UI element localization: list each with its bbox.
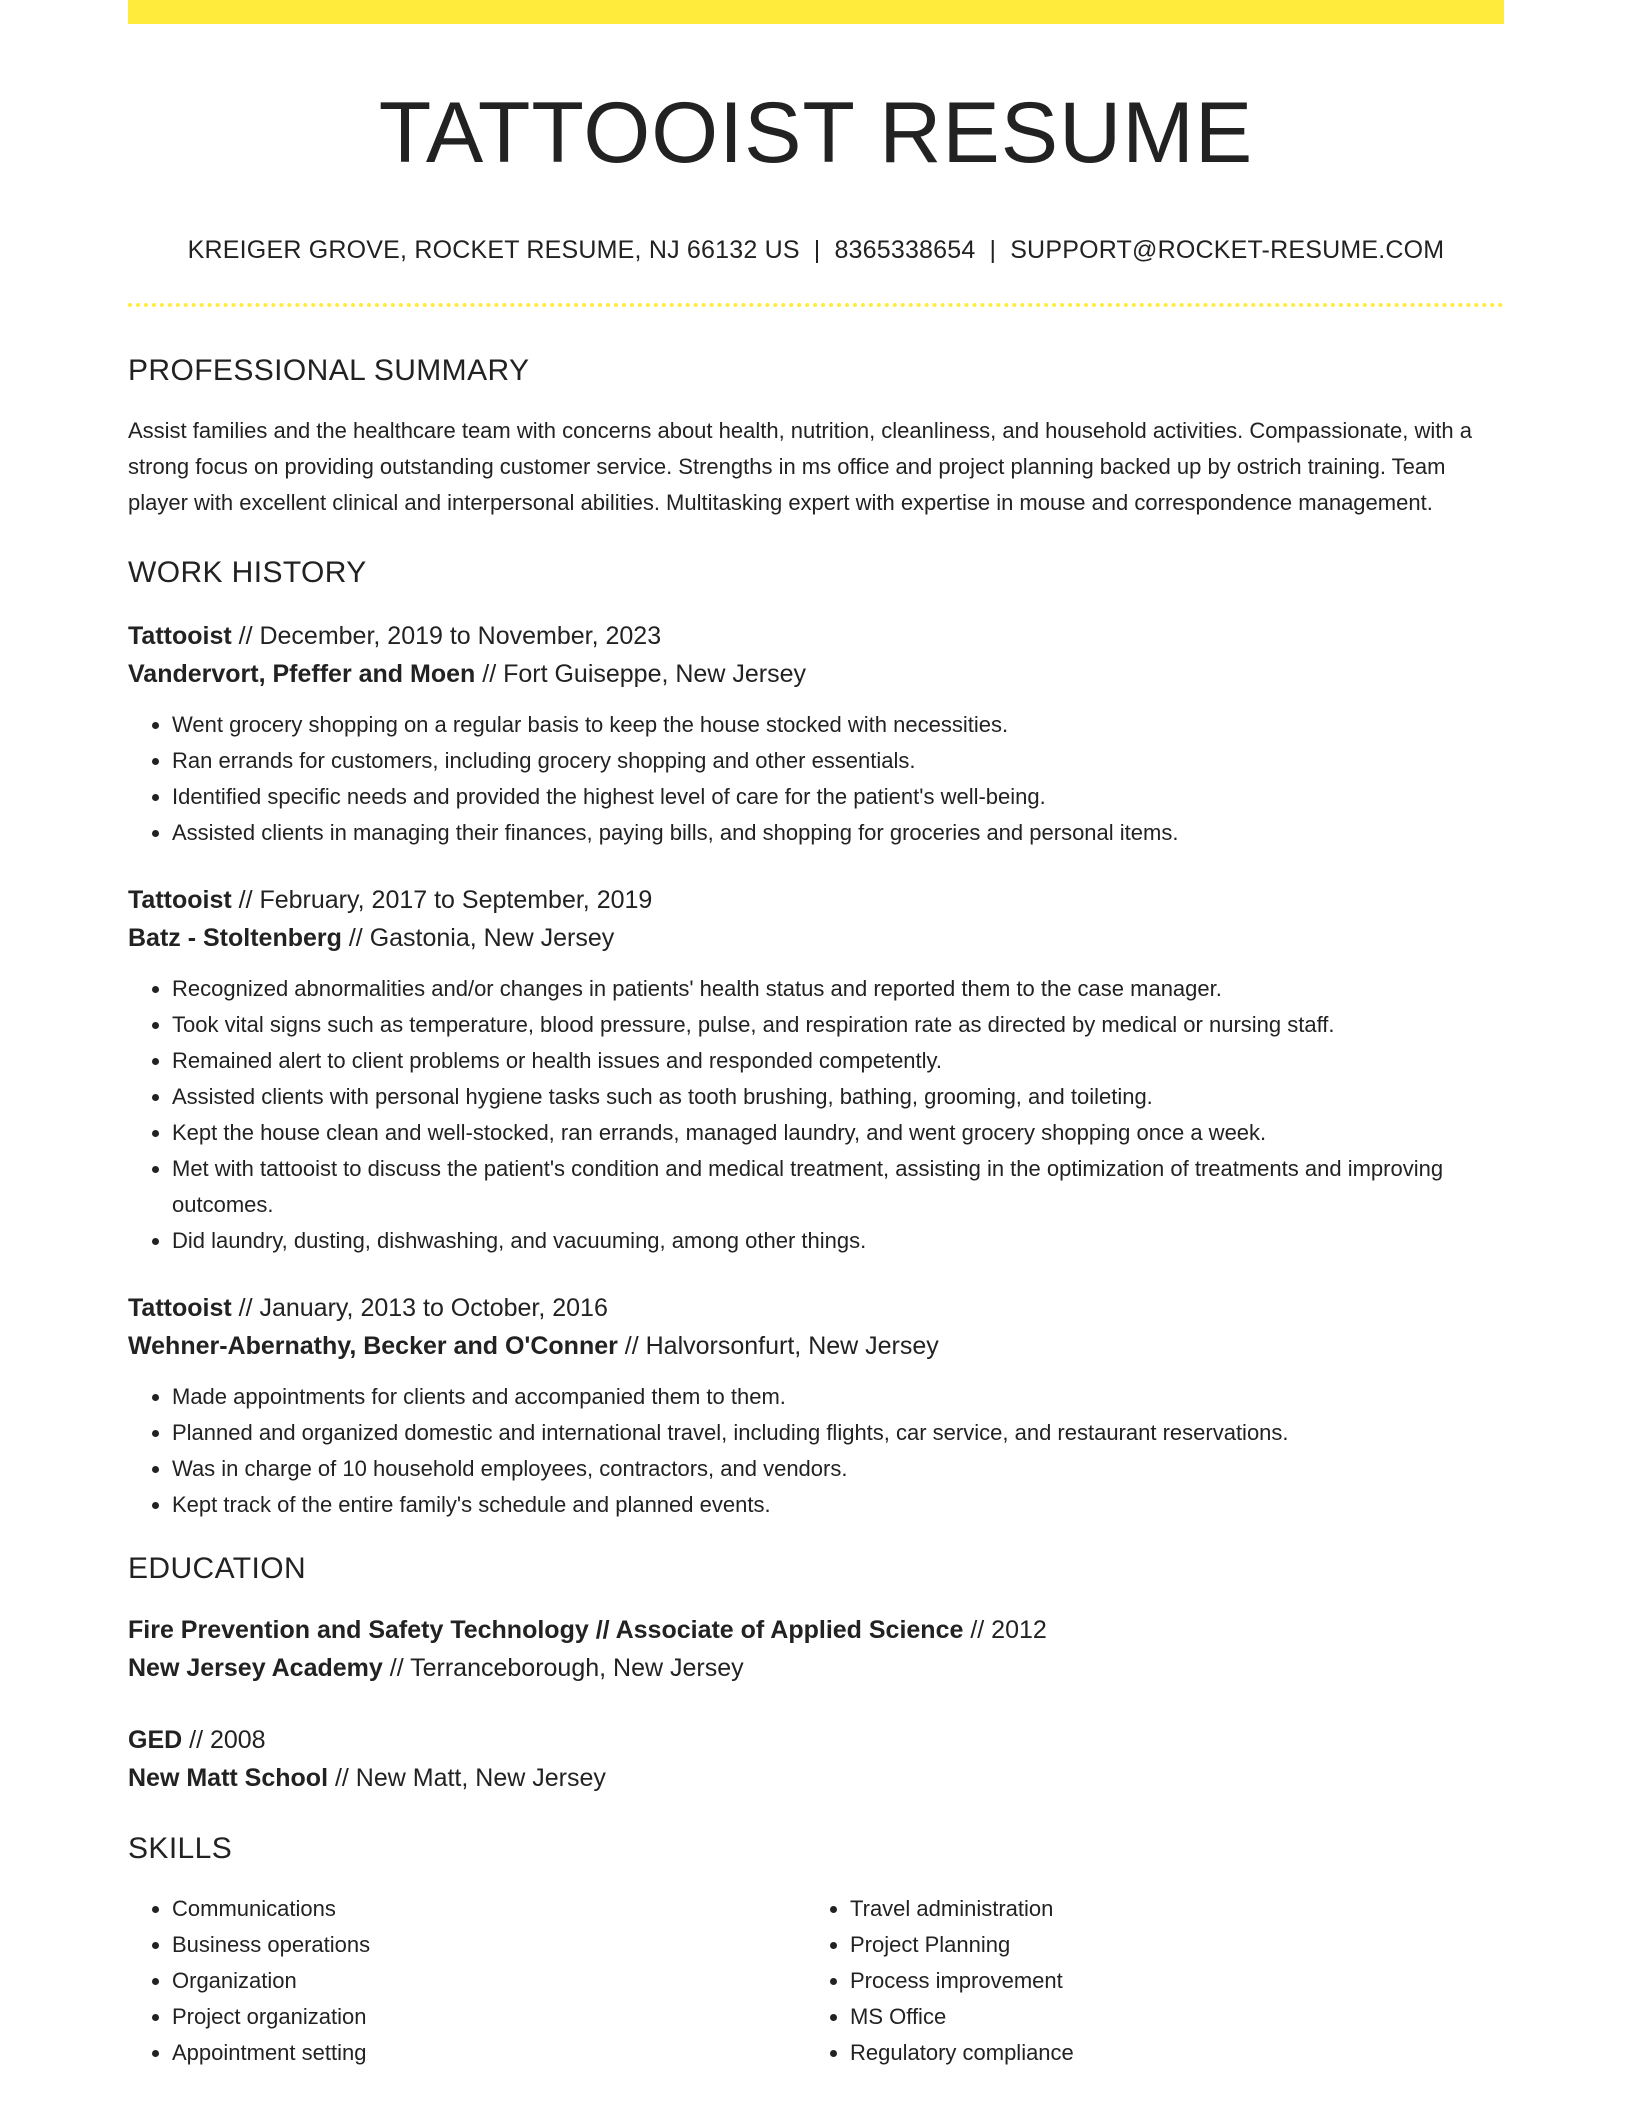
education-location: // New Matt, New Jersey bbox=[328, 1763, 606, 1792]
list-item: • Project Planning bbox=[850, 1927, 1504, 1963]
list-item: • Remained alert to client problems or health issues and responded competently. bbox=[172, 1043, 1504, 1079]
job-dates: // January, 2013 to October, 2016 bbox=[231, 1293, 608, 1322]
education-school: New Matt School bbox=[128, 1763, 329, 1792]
job-duties bbox=[128, 1379, 1504, 1523]
list-item: • Travel administration bbox=[850, 1891, 1504, 1927]
education-heading: EDUCATION bbox=[128, 1551, 307, 1585]
list-item: • Communications bbox=[172, 1891, 806, 1927]
job-location: // Halvorsonfurt, New Jersey bbox=[617, 1331, 939, 1360]
list-item: • Did laundry, dusting, dishwashing, and vacuuming, among other things. bbox=[172, 1223, 1504, 1259]
contact-phone: 8365338654 bbox=[834, 235, 976, 264]
education-degree-line bbox=[128, 1721, 1504, 1759]
education-year: // 2008 bbox=[182, 1725, 266, 1754]
list-item: • Recognized abnormalities and/or changes in patients' health status and reported them to the case manager. bbox=[172, 971, 1504, 1007]
job-company-line bbox=[128, 1327, 1504, 1365]
list-item: • Identified specific needs and provided the highest level of care for the patient's well-being. bbox=[172, 779, 1504, 815]
skills-columns bbox=[128, 1891, 1504, 2071]
job-entry bbox=[128, 1289, 1504, 1523]
contact-separator: | bbox=[813, 235, 821, 264]
resume-title: TATTOOIST RESUME bbox=[378, 85, 1254, 181]
job-company: Batz - Stoltenberg bbox=[128, 923, 342, 952]
education-degree: Fire Prevention and Safety Technology // Associate of Applied Science bbox=[128, 1615, 964, 1644]
contact-line bbox=[128, 235, 1504, 265]
summary-heading: PROFESSIONAL SUMMARY bbox=[128, 353, 530, 387]
education-school: New Jersey Academy bbox=[128, 1653, 383, 1682]
list-item: • Planned and organized domestic and international travel, including flights, car service, and restaurant reservations. bbox=[172, 1415, 1504, 1451]
education-entry bbox=[128, 1721, 1504, 1797]
education-degree: GED bbox=[128, 1725, 183, 1754]
accent-top-bar bbox=[128, 0, 1504, 24]
skills-heading: SKILLS bbox=[128, 1831, 233, 1865]
list-item: • Made appointments for clients and accompanied them to them. bbox=[172, 1379, 1504, 1415]
contact-separator: | bbox=[989, 235, 997, 264]
resume-page bbox=[128, 0, 1504, 2071]
job-dates: // December, 2019 to November, 2023 bbox=[231, 621, 662, 650]
job-location: // Gastonia, New Jersey bbox=[341, 923, 615, 952]
job-role: Tattooist bbox=[128, 1293, 232, 1322]
list-item: • Met with tattooist to discuss the patient's condition and medical treatment, assisting in the optimization of treatments and improving outcomes. bbox=[172, 1151, 1504, 1223]
job-role: Tattooist bbox=[128, 621, 232, 650]
dotted-divider bbox=[128, 303, 1504, 307]
list-item: • Organization bbox=[172, 1963, 806, 1999]
summary-text: Assist families and the healthcare team with concerns about health, nutrition, cleanliness, and household activities. Compassionate, with a strong focus on providing outstanding customer service. Strengths in ms office and project planning backed up by ostrich training. Team player with excellent clinical and interpersonal abilities. Multitasking expert with expertise in mouse and correspondence management. bbox=[128, 417, 1472, 515]
contact-email: SUPPORT@ROCKET-RESUME.COM bbox=[1010, 235, 1445, 264]
list-item: • Kept track of the entire family's schedule and planned events. bbox=[172, 1487, 1504, 1523]
list-item: • Business operations bbox=[172, 1927, 806, 1963]
list-item: • Assisted clients in managing their finances, paying bills, and shopping for groceries and personal items. bbox=[172, 815, 1504, 851]
work-history-heading: WORK HISTORY bbox=[128, 555, 367, 589]
list-item: • Process improvement bbox=[850, 1963, 1504, 1999]
list-item: • Kept the house clean and well-stocked, ran errands, managed laundry, and went grocery shopping once a week. bbox=[172, 1115, 1504, 1151]
job-duties bbox=[128, 707, 1504, 851]
education-location: // Terranceborough, New Jersey bbox=[382, 1653, 744, 1682]
job-duties bbox=[128, 971, 1504, 1259]
education-school-line bbox=[128, 1649, 1504, 1687]
list-item: • Went grocery shopping on a regular basis to keep the house stocked with necessities. bbox=[172, 707, 1504, 743]
job-company-line bbox=[128, 655, 1504, 693]
list-item: • MS Office bbox=[850, 1999, 1504, 2035]
job-entry bbox=[128, 617, 1504, 851]
job-company-line bbox=[128, 919, 1504, 957]
education-year: // 2012 bbox=[963, 1615, 1047, 1644]
education-degree-line bbox=[128, 1611, 1504, 1649]
job-role-line bbox=[128, 881, 1504, 919]
job-dates: // February, 2017 to September, 2019 bbox=[231, 885, 653, 914]
list-item: • Took vital signs such as temperature, blood pressure, pulse, and respiration rate as directed by medical or nursing staff. bbox=[172, 1007, 1504, 1043]
list-item: • Regulatory compliance bbox=[850, 2035, 1504, 2071]
education-school-line bbox=[128, 1759, 1504, 1797]
job-role-line bbox=[128, 617, 1504, 655]
job-location: // Fort Guiseppe, New Jersey bbox=[475, 659, 806, 688]
job-company: Wehner-Abernathy, Becker and O'Conner bbox=[128, 1331, 618, 1360]
list-item: • Appointment setting bbox=[172, 2035, 806, 2071]
job-role-line bbox=[128, 1289, 1504, 1327]
skills-list-right bbox=[806, 1891, 1504, 2071]
job-entry bbox=[128, 881, 1504, 1259]
education-entry bbox=[128, 1611, 1504, 1687]
list-item: • Was in charge of 10 household employees, contractors, and vendors. bbox=[172, 1451, 1504, 1487]
job-company: Vandervort, Pfeffer and Moen bbox=[128, 659, 476, 688]
list-item: • Assisted clients with personal hygiene tasks such as tooth brushing, bathing, grooming, and toileting. bbox=[172, 1079, 1504, 1115]
list-item: • Project organization bbox=[172, 1999, 806, 2035]
contact-address: KREIGER GROVE, ROCKET RESUME, NJ 66132 US bbox=[187, 235, 800, 264]
skills-list-left bbox=[128, 1891, 806, 2071]
list-item: • Ran errands for customers, including grocery shopping and other essentials. bbox=[172, 743, 1504, 779]
job-role: Tattooist bbox=[128, 885, 232, 914]
